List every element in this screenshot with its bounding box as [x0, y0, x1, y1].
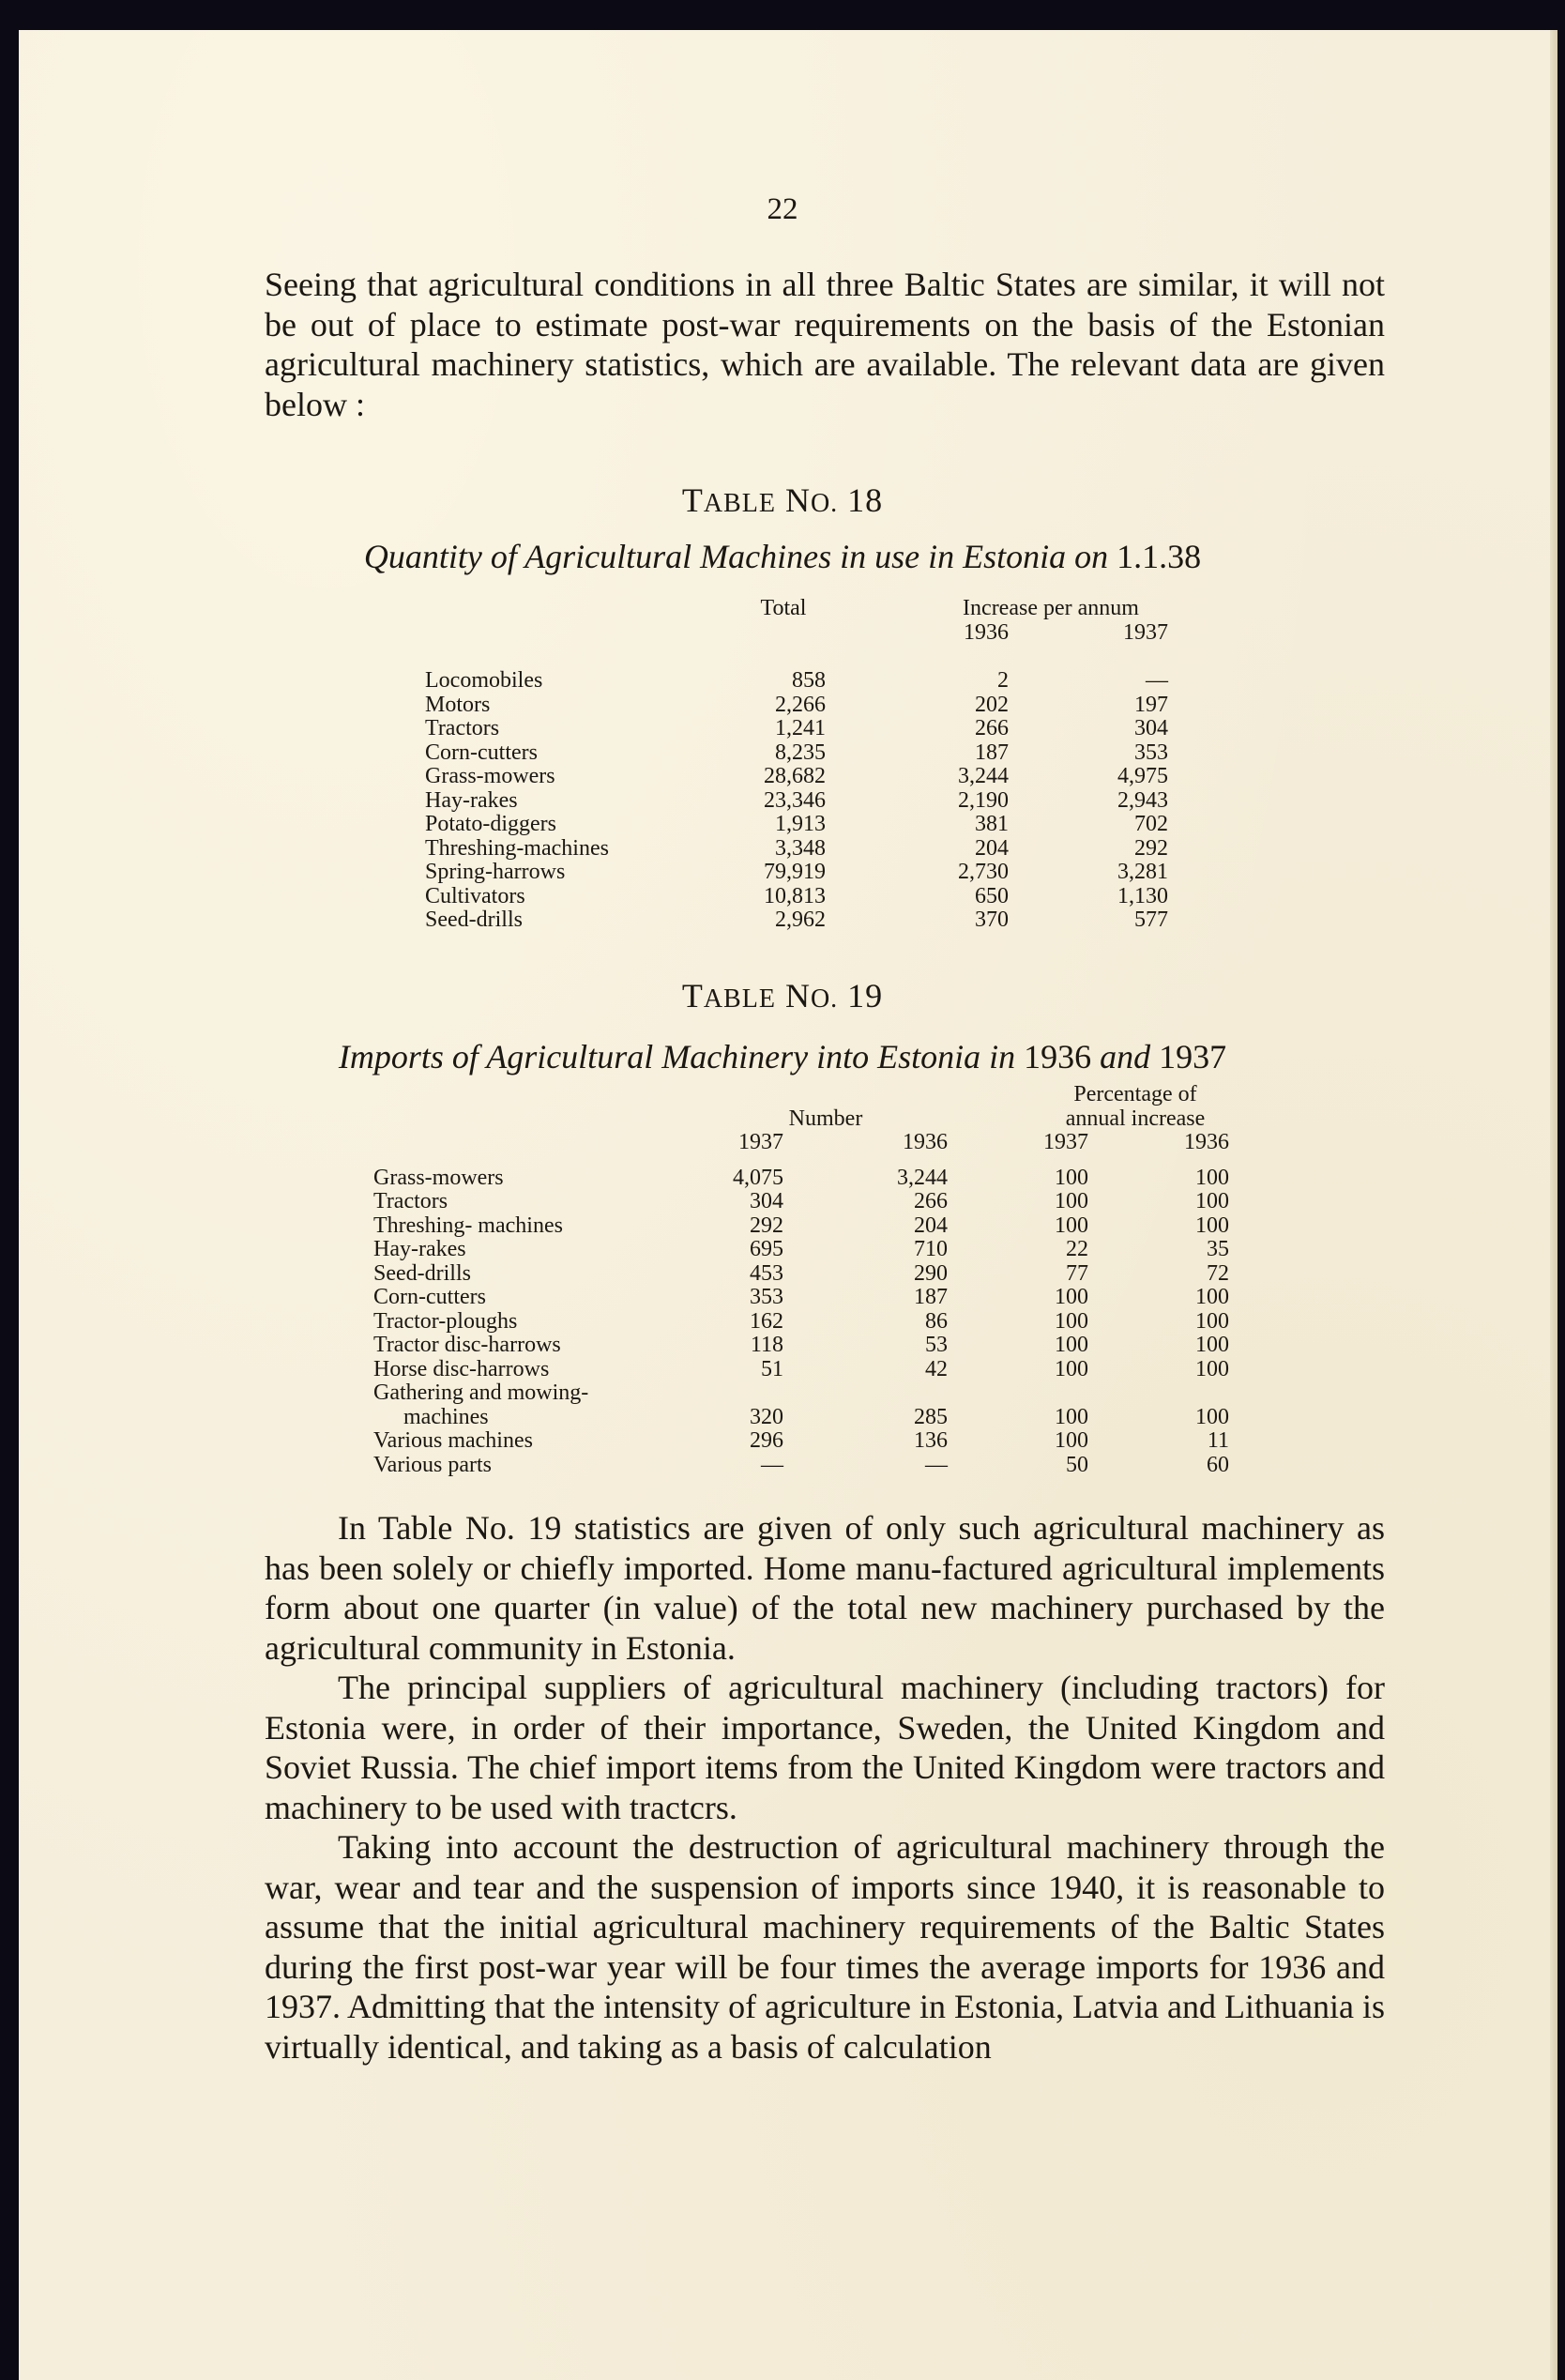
table-18 [0, 597, 1565, 933]
table-cell-increase-1936: 202 [975, 692, 1009, 717]
table-row [0, 908, 1565, 933]
table-cell-percent-1937: 100 [1055, 1308, 1088, 1334]
table-row [0, 741, 1565, 766]
table-19-label-prefix: T [681, 977, 704, 1015]
table-cell-item: Seed-drills [425, 908, 523, 932]
table-19-subtitle-year1: 1936 [1024, 1038, 1092, 1076]
table-cell-item: Hay-rakes [373, 1237, 466, 1261]
table-cell-increase-1936: 266 [975, 716, 1009, 740]
table-row [0, 1190, 1565, 1214]
table-row [0, 1454, 1565, 1478]
table-18-header-total: Total [760, 596, 807, 620]
table-19-label-rest: ABLE [703, 984, 776, 1014]
table-19-subtitle [0, 1037, 1565, 1076]
table-cell-number-1937: 304 [750, 1189, 783, 1213]
table-18-number: 18 [847, 481, 884, 519]
table-cell-number-1937: 292 [750, 1213, 783, 1238]
table-19-number: 19 [847, 977, 884, 1015]
table-cell-item: Seed-drills [373, 1260, 471, 1286]
table-cell-item: Threshing-machines [425, 835, 609, 861]
table-row [0, 1310, 1565, 1335]
table-cell-increase-1936: 2,190 [958, 787, 1009, 813]
intro-text: Seeing that agricultural conditions in all three Baltic States are similar, it will not be out of place to estimate post-war requirements on the basis of the Estonian agricultural machinery statistics, which are available. The relevant data are given below : [265, 266, 1385, 423]
table-cell-item: Horse disc-harrows [373, 1356, 550, 1381]
table-cell-percent-1937: 100 [1055, 1356, 1088, 1381]
table-cell-increase-1936: 650 [975, 883, 1009, 908]
table-cell-percent-1936: 35 [1207, 1237, 1229, 1261]
table-18-subtitle-text: Quantity of Agricultural Machines in use in Estonia on [363, 538, 1109, 575]
table-18-no-prefix: N [784, 481, 811, 519]
table-cell-increase-1937: 353 [1134, 740, 1168, 765]
table-cell-item: Tractors [425, 716, 500, 740]
table-cell-item: Grass-mowers [373, 1165, 504, 1190]
table-cell-percent-1936: 72 [1207, 1260, 1229, 1286]
table-18-header-increase: Increase per annum [963, 596, 1139, 620]
table-18-header-row-1 [0, 597, 1565, 621]
paragraph-requirements: Taking into account the destruction of agricultural machinery through the war, wear and tear and the suspension of imports since 1940, it is reasonable to assume that the initial agricultural machinery requirements of the Baltic States during the first post-war year will be four times the average imports for 1936 and 1937. Admitting that the intensity of agriculture in Estonia, Latvia and Lithuania is virtually identical, and taking as a basis of calculation [265, 1828, 1385, 2066]
table-row [0, 1381, 1565, 1406]
table-cell-item: Cultivators [425, 883, 525, 908]
table-cell-increase-1936: 2 [997, 668, 1009, 693]
table-cell-percent-1937: 100 [1055, 1333, 1088, 1357]
table-cell-total: 8,235 [775, 740, 826, 765]
table-cell-total: 2,962 [775, 908, 826, 932]
table-18-subtitle-date: 1.1.38 [1117, 538, 1202, 575]
table-cell-number-1937: 695 [750, 1237, 783, 1261]
table-cell-total: 28,682 [764, 764, 826, 788]
table-cell-percent-1937: 22 [1066, 1237, 1088, 1261]
table-18-title [0, 481, 1565, 520]
table-cell-percent-1937: 100 [1055, 1285, 1088, 1309]
table-row [0, 1214, 1565, 1239]
table-cell-item: Tractors [373, 1189, 448, 1213]
table-cell-increase-1937: 577 [1134, 908, 1168, 932]
table-cell-number-1936: 285 [914, 1404, 948, 1429]
table-cell-percent-1936: 100 [1195, 1213, 1229, 1238]
table-cell-number-1936: 290 [914, 1260, 948, 1286]
table-19-header-row-1 [0, 1083, 1565, 1107]
table-19-header-row-3 [0, 1131, 1565, 1155]
table-cell-percent-1937: 100 [1055, 1428, 1088, 1453]
table-row [0, 1167, 1565, 1191]
table-cell-item: Corn-cutters [373, 1285, 486, 1309]
table-row [0, 861, 1565, 885]
table-cell-number-1936: 86 [925, 1308, 948, 1334]
table-cell-increase-1937: 4,975 [1117, 764, 1168, 788]
paragraph-table-19-note: In Table No. 19 statistics are given of only such agricultural machinery as has been solely or chiefly imported. Home manu-factured agricultural implements form about one quarter (in value) of the total new machinery purchased by the agricultural community in Estonia. [265, 1509, 1385, 1667]
table-cell-number-1936: — [925, 1452, 948, 1477]
table-row [0, 1406, 1565, 1430]
table-19-subtitle-year2: 1937 [1159, 1038, 1227, 1076]
table-cell-increase-1936: 3,244 [958, 764, 1009, 788]
paragraph-suppliers: The principal suppliers of agricultural machinery (including tractors) for Estonia were, in order of their importance, Sweden, the United Kingdom and Soviet Russia. The chief import items from the United Kingdom were tractors and machinery to be used with tractcrs. [265, 1669, 1385, 1826]
table-cell-number-1936: 710 [914, 1237, 948, 1261]
table-cell-number-1937: 118 [750, 1333, 783, 1357]
table-row [0, 1334, 1565, 1358]
table-cell-increase-1937: 292 [1134, 835, 1168, 861]
table-cell-total: 79,919 [764, 860, 826, 884]
table-cell-increase-1937: 702 [1134, 812, 1168, 836]
table-cell-number-1936: 266 [914, 1189, 948, 1213]
table-row [0, 789, 1565, 814]
table-19-header-pct-1936: 1936 [1184, 1130, 1229, 1154]
table-cell-item: Tractor-ploughs [373, 1308, 518, 1334]
table-cell-item: Corn-cutters [425, 740, 538, 765]
table-19-header-pct-line1: Percentage of [1073, 1082, 1197, 1106]
page-number: 22 [767, 192, 798, 226]
table-cell-total: 1,913 [775, 812, 826, 836]
table-cell-percent-1936: 60 [1207, 1452, 1229, 1477]
table-row [0, 885, 1565, 909]
table-cell-item: Grass-mowers [425, 764, 555, 788]
table-18-subtitle [0, 537, 1565, 576]
table-row [0, 1429, 1565, 1454]
table-cell-number-1936: 42 [925, 1356, 948, 1381]
table-19-no-rest: O. [810, 984, 839, 1014]
table-cell-total: 1,241 [775, 716, 826, 740]
table-18-body [0, 669, 1565, 933]
table-cell-number-1936: 3,244 [897, 1165, 948, 1190]
table-cell-number-1936: 204 [914, 1213, 948, 1238]
table-19-body [0, 1167, 1565, 1478]
table-cell-increase-1936: 381 [975, 812, 1009, 836]
table-row [0, 1262, 1565, 1287]
table-cell-total: 2,266 [775, 692, 826, 717]
table-cell-percent-1936: 100 [1195, 1189, 1229, 1213]
table-row [0, 765, 1565, 789]
table-row [0, 717, 1565, 741]
table-cell-increase-1937: 304 [1134, 716, 1168, 740]
table-cell-percent-1936: 100 [1195, 1308, 1229, 1334]
table-cell-percent-1936: 100 [1195, 1356, 1229, 1381]
table-cell-item: Tractor disc-harrows [373, 1333, 561, 1357]
table-cell-percent-1937: 100 [1055, 1165, 1088, 1190]
table-cell-item: Locomobiles [425, 668, 543, 693]
table-cell-number-1937: 453 [750, 1260, 783, 1286]
table-cell-increase-1937: 1,130 [1117, 883, 1168, 908]
table-row [0, 1358, 1565, 1382]
table-19-header-row-2 [0, 1107, 1565, 1132]
table-cell-item: Potato-diggers [425, 812, 556, 836]
table-cell-number-1936: 187 [914, 1285, 948, 1309]
table-cell-number-1936: 136 [914, 1428, 948, 1453]
table-cell-increase-1936: 187 [975, 740, 1009, 765]
table-19-header-pct-1937: 1937 [1043, 1130, 1088, 1154]
table-cell-percent-1936: 100 [1195, 1165, 1229, 1190]
table-19-title [0, 976, 1565, 1015]
intro-paragraph [265, 265, 1385, 424]
table-cell-increase-1937: 197 [1134, 692, 1168, 717]
table-cell-percent-1937: 100 [1055, 1404, 1088, 1429]
body-text [265, 1508, 1385, 2067]
table-cell-number-1937: 4,075 [733, 1165, 783, 1190]
table-cell-percent-1936: 100 [1195, 1333, 1229, 1357]
table-row [0, 694, 1565, 718]
table-19-header-num-1937: 1937 [738, 1130, 783, 1154]
table-cell-item: Motors [425, 692, 491, 717]
table-18-header-1936: 1936 [964, 619, 1009, 645]
table-cell-number-1937: 296 [750, 1428, 783, 1453]
table-cell-percent-1936: 100 [1195, 1285, 1229, 1309]
table-cell-item: Various machines [373, 1428, 533, 1453]
table-cell-increase-1936: 204 [975, 835, 1009, 861]
table-19-header-num-1936: 1936 [903, 1130, 948, 1154]
table-18-header-row-2 [0, 621, 1565, 646]
table-cell-increase-1937: 3,281 [1117, 860, 1168, 884]
table-18-label-prefix: T [681, 481, 704, 519]
table-cell-total: 858 [792, 668, 826, 693]
table-cell-total: 23,346 [764, 787, 826, 813]
table-cell-number-1936: 53 [925, 1333, 948, 1357]
table-cell-number-1937: 320 [750, 1404, 783, 1429]
table-18-no-rest: O. [810, 489, 839, 518]
table-18-header-1937: 1937 [1123, 619, 1168, 645]
table-cell-percent-1937: 77 [1066, 1260, 1088, 1286]
table-cell-item: machines [403, 1404, 489, 1429]
table-cell-item: Spring-harrows [425, 860, 566, 884]
table-row [0, 837, 1565, 862]
table-19-header-number: Number [788, 1106, 863, 1131]
table-cell-percent-1936: 100 [1195, 1404, 1229, 1429]
table-19-header-pct-line2: annual increase [1065, 1106, 1206, 1131]
table-row [0, 1286, 1565, 1310]
table-19-subtitle-and: and [1100, 1038, 1151, 1076]
table-cell-percent-1937: 50 [1066, 1452, 1088, 1477]
table-19 [0, 1083, 1565, 1477]
table-cell-total: 10,813 [764, 883, 826, 908]
table-cell-increase-1937: 2,943 [1117, 787, 1168, 813]
table-row [0, 813, 1565, 837]
table-cell-number-1937: 353 [750, 1285, 783, 1309]
table-cell-item: Various parts [373, 1452, 492, 1477]
table-cell-item: Gathering and mowing- [373, 1381, 589, 1405]
table-row [0, 669, 1565, 694]
table-19-subtitle-text: Imports of Agricultural Machinery into Estonia in [338, 1038, 1016, 1076]
table-19-no-prefix: N [784, 977, 811, 1015]
table-cell-increase-1936: 370 [975, 908, 1009, 932]
table-cell-percent-1936: 11 [1207, 1428, 1229, 1453]
table-cell-percent-1937: 100 [1055, 1213, 1088, 1238]
table-cell-item: Hay-rakes [425, 787, 518, 813]
table-18-label-rest: ABLE [703, 489, 776, 518]
table-cell-number-1937: 162 [750, 1308, 783, 1334]
table-cell-number-1937: 51 [761, 1356, 783, 1381]
table-row [0, 1238, 1565, 1262]
table-cell-increase-1937: — [1146, 668, 1168, 693]
table-cell-number-1937: — [761, 1452, 783, 1477]
table-cell-total: 3,348 [775, 835, 826, 861]
table-cell-increase-1936: 2,730 [958, 860, 1009, 884]
table-cell-item: Threshing- machines [373, 1213, 563, 1238]
table-cell-percent-1937: 100 [1055, 1189, 1088, 1213]
